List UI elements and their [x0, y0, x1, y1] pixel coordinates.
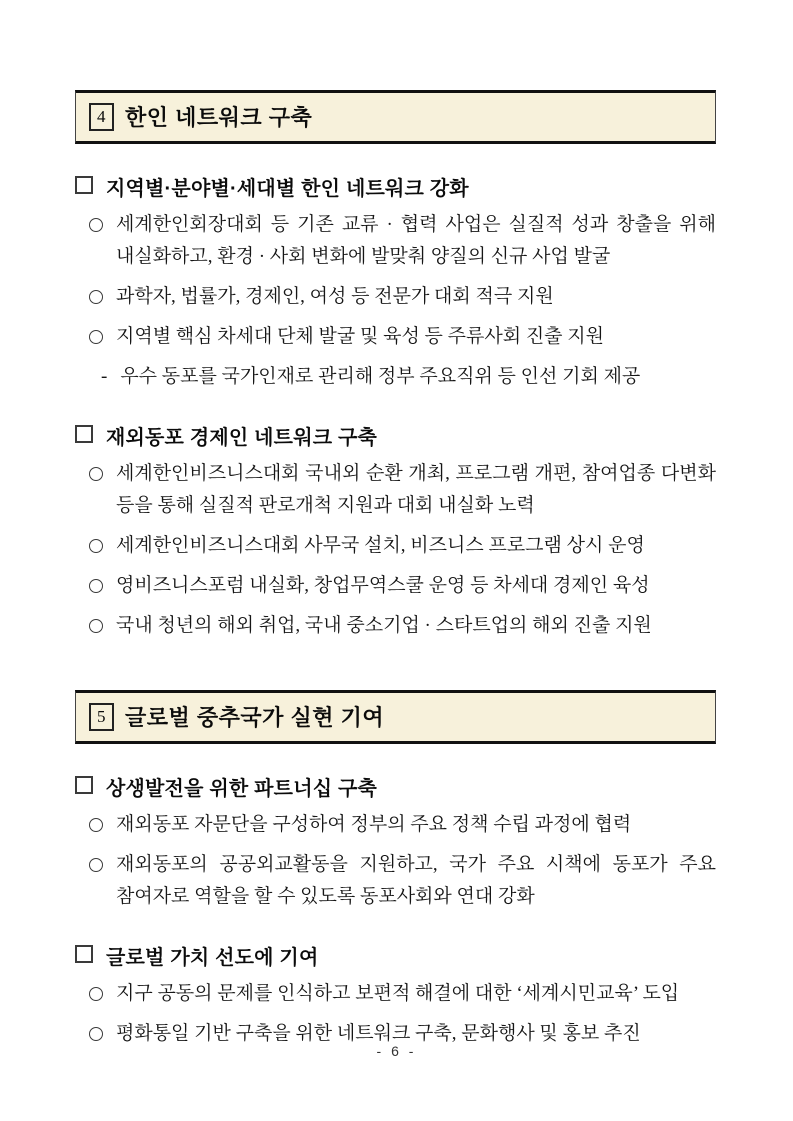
list-item [75, 321, 716, 353]
topic-items [75, 809, 716, 913]
square-bullet-icon [75, 176, 93, 194]
topic-heading [75, 421, 716, 450]
topic-group [75, 772, 716, 913]
section-groups [75, 772, 716, 1050]
topic-heading-text: 상생발전을 위한 파트너십 구축 [106, 778, 378, 800]
topic-heading-text: 지역별·분야별·세대별 한인 네트워크 강화 [106, 178, 469, 200]
topic-items [75, 978, 716, 1050]
list-item [75, 209, 716, 273]
list-item-text: 국내 청년의 해외 취업, 국내 중소기업 · 스타트업의 해외 진출 지원 [116, 615, 652, 636]
circle-bullet-icon [89, 987, 103, 1001]
list-item-text: 세계한인회장대회 등 기존 교류 · 협력 사업은 실질적 성과 창출을 위해 내실화하고, 환경 · 사회 변화에 발맞춰 양질의 신규 사업 발굴 [116, 214, 716, 267]
dash-bullet-icon: - [101, 366, 108, 387]
topic-items [75, 209, 716, 393]
topic-heading [75, 172, 716, 201]
topic-heading-text: 재외동포 경제인 네트워크 구축 [106, 427, 378, 449]
list-item-text: 지구 공동의 문제를 인식하고 보편적 해결에 대한 ‘세계시민교육’ 도입 [116, 983, 680, 1004]
square-bullet-icon [75, 945, 93, 963]
list-item [75, 809, 716, 841]
section-number: 5 [97, 707, 106, 726]
section-number-box-icon [89, 103, 114, 131]
list-item [75, 458, 716, 522]
list-item [75, 361, 716, 393]
list-item-text: 재외동포의 공공외교활동을 지원하고, 국가 주요 시책에 동포가 주요 참여자로 역할을 할 수 있도록 동포사회와 연대 강화 [116, 854, 716, 907]
section-number-box-icon [89, 703, 114, 731]
circle-bullet-icon [89, 330, 103, 344]
list-item-text: 세계한인비즈니스대회 사무국 설치, 비즈니스 프로그램 상시 운영 [116, 535, 645, 556]
section [75, 90, 716, 642]
list-item-text: 지역별 핵심 차세대 단체 발굴 및 육성 등 주류사회 진출 지원 [116, 326, 604, 347]
list-item-text: 과학자, 법률가, 경제인, 여성 등 전문가 대회 적극 지원 [116, 286, 554, 307]
section-title: 한인 네트워크 구축 [125, 105, 313, 130]
circle-bullet-icon [89, 818, 103, 832]
sections-container [75, 90, 716, 1050]
list-item [75, 530, 716, 562]
topic-group [75, 421, 716, 642]
circle-bullet-icon [89, 290, 103, 304]
topic-heading [75, 772, 716, 801]
page-number: - 6 - [376, 1043, 417, 1059]
section-groups [75, 172, 716, 642]
topic-heading-text: 글로벌 가치 선도에 기여 [106, 947, 319, 969]
topic-group [75, 172, 716, 393]
topic-group [75, 941, 716, 1050]
circle-bullet-icon [89, 539, 103, 553]
list-item-text: 세계한인비즈니스대회 국내외 순환 개최, 프로그램 개편, 참여업종 다변화 등을 통해 실질적 판로개척 지원과 대회 내실화 노력 [116, 463, 716, 516]
section-number: 4 [97, 107, 106, 126]
square-bullet-icon [75, 425, 93, 443]
circle-bullet-icon [89, 619, 103, 633]
circle-bullet-icon [89, 467, 103, 481]
list-item [75, 610, 716, 642]
section [75, 690, 716, 1050]
section-header [75, 90, 716, 144]
list-item [75, 849, 716, 913]
list-item [75, 978, 716, 1010]
list-item [75, 281, 716, 313]
list-item [75, 570, 716, 602]
list-item-text: 평화통일 기반 구축을 위한 네트워크 구축, 문화행사 및 홍보 추진 [116, 1023, 641, 1044]
topic-items [75, 458, 716, 642]
section-title: 글로벌 중추국가 실현 기여 [125, 705, 385, 730]
circle-bullet-icon [89, 858, 103, 872]
topic-heading [75, 941, 716, 970]
list-item-text: 영비즈니스포럼 내실화, 창업무역스쿨 운영 등 차세대 경제인 육성 [116, 575, 650, 596]
circle-bullet-icon [89, 579, 103, 593]
list-item-text: 우수 동포를 국가인재로 관리해 정부 주요직위 등 인선 기회 제공 [120, 366, 641, 387]
square-bullet-icon [75, 776, 93, 794]
section-header [75, 690, 716, 744]
circle-bullet-icon [89, 1027, 103, 1041]
list-item-text: 재외동포 자문단을 구성하여 정부의 주요 정책 수립 과정에 협력 [116, 814, 632, 835]
circle-bullet-icon [89, 218, 103, 232]
